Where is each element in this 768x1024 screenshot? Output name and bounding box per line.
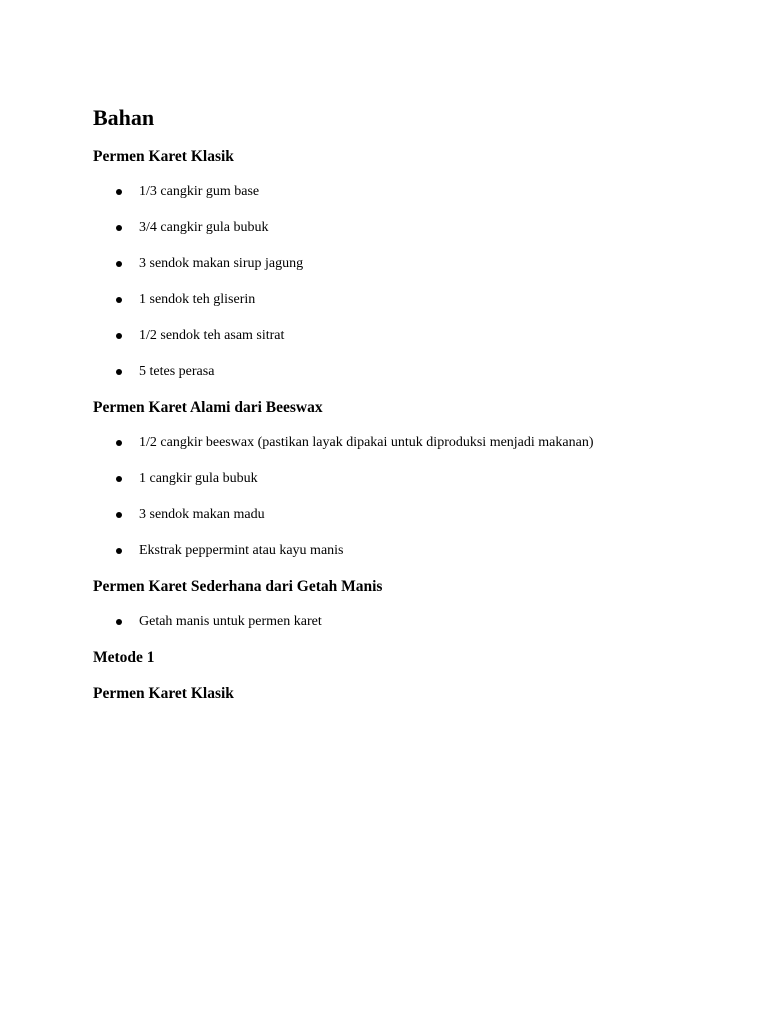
document-page bbox=[93, 104, 713, 704]
section-heading-klasik: Permen Karet Klasik bbox=[93, 148, 234, 165]
bullet-icon bbox=[116, 369, 122, 375]
bullet-icon bbox=[116, 333, 122, 339]
bullet-icon bbox=[116, 512, 122, 518]
ingredient-list-klasik bbox=[93, 183, 713, 381]
list-item: 3/4 cangkir gula bubuk bbox=[93, 219, 713, 237]
bullet-icon bbox=[116, 261, 122, 267]
method-heading: Metode 1 bbox=[93, 649, 155, 666]
page-title: Bahan bbox=[93, 105, 155, 130]
bullet-icon bbox=[116, 548, 122, 554]
bullet-icon bbox=[116, 619, 122, 625]
list-item: 1/2 cangkir beeswax (pastikan layak dipakai untuk diproduksi menjadi makanan) bbox=[93, 434, 713, 452]
list-item: Getah manis untuk permen karet bbox=[93, 613, 713, 631]
section-heading-beeswax: Permen Karet Alami dari Beeswax bbox=[93, 399, 323, 416]
list-item: 3 sendok makan sirup jagung bbox=[93, 255, 713, 273]
list-item: Ekstrak peppermint atau kayu manis bbox=[93, 542, 713, 560]
list-item: 1 cangkir gula bubuk bbox=[93, 470, 713, 488]
list-item: 3 sendok makan madu bbox=[93, 506, 713, 524]
bullet-icon bbox=[116, 297, 122, 303]
bullet-icon bbox=[116, 225, 122, 231]
ingredient-list-getah bbox=[93, 613, 713, 631]
bullet-icon bbox=[116, 476, 122, 482]
section-heading-getah: Permen Karet Sederhana dari Getah Manis bbox=[93, 578, 383, 595]
list-item: 5 tetes perasa bbox=[93, 363, 713, 381]
method-subheading: Permen Karet Klasik bbox=[93, 685, 234, 702]
list-item: 1 sendok teh gliserin bbox=[93, 291, 713, 309]
bullet-icon bbox=[116, 440, 122, 446]
list-item: 1/2 sendok teh asam sitrat bbox=[93, 327, 713, 345]
ingredient-list-beeswax bbox=[93, 434, 713, 560]
bullet-icon bbox=[116, 189, 122, 195]
list-item: 1/3 cangkir gum base bbox=[93, 183, 713, 201]
